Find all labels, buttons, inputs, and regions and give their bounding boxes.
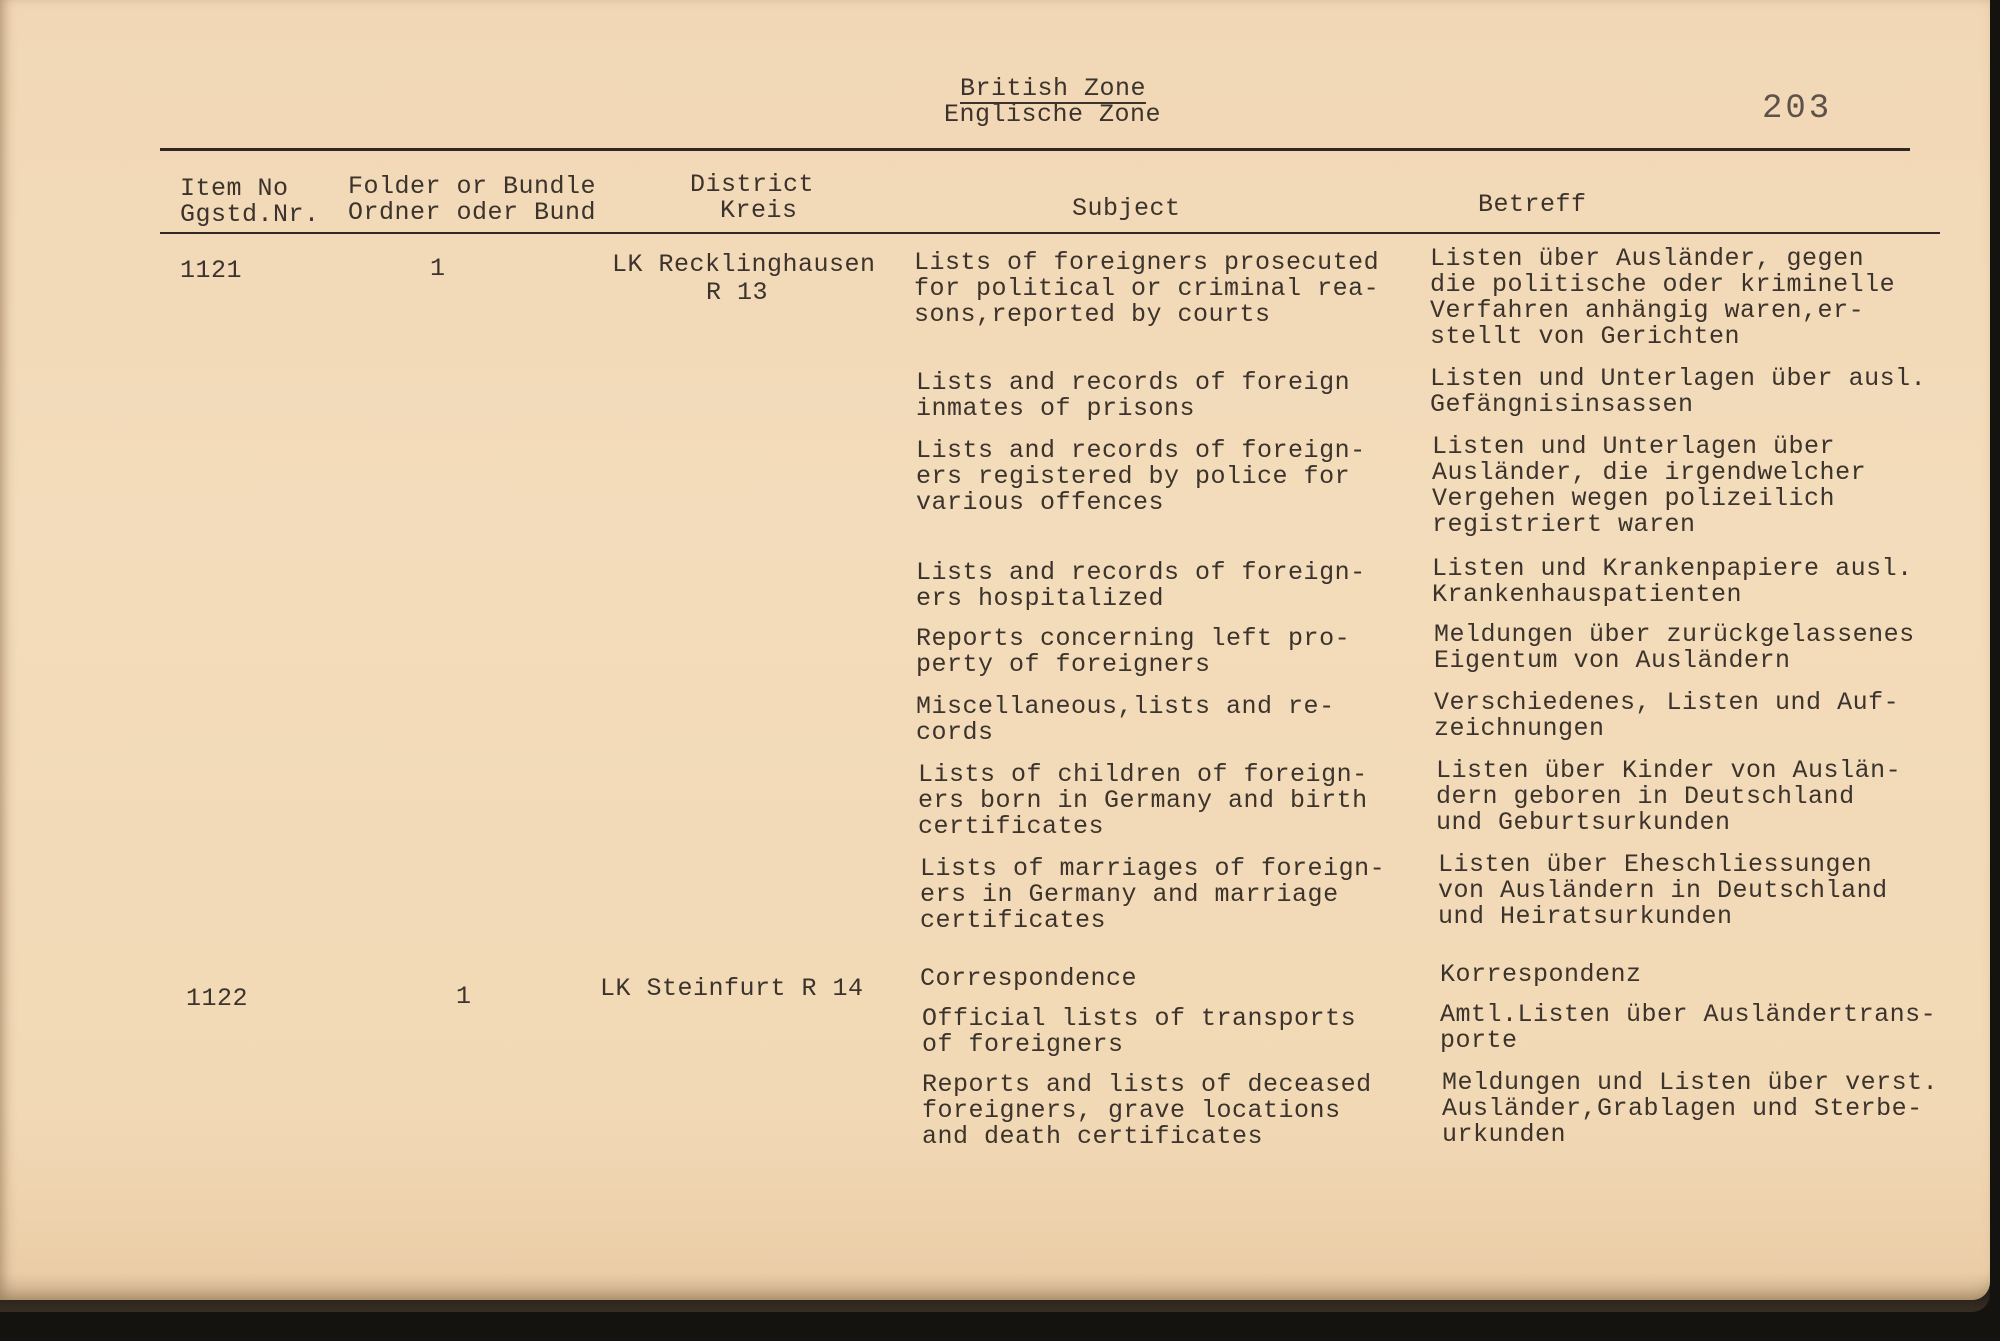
record-subject: Correspondence [920,964,1138,993]
folder-number: 1 [430,254,446,283]
record-subject: Lists of marriages of foreign- ers in Germany and marriage certificates [920,854,1386,935]
district-region: R 13 [706,278,769,307]
record-subject: Miscellaneous,lists and re- cords [916,692,1335,747]
folder-number: 1 [456,982,472,1011]
zone-title-de: Englische Zone [944,100,1162,129]
district-name: LK Recklinghausen [612,250,876,279]
record-subject: Lists and records of foreign- ers registered by police for various offences [916,436,1366,517]
col-subject: Subject [1072,194,1181,223]
record-betreff: Amtl.Listen über Ausländertrans- porte [1440,1000,1937,1055]
page-edge-shadow [0,1272,1990,1312]
record-betreff: Meldungen und Listen über verst. Ausländer,Grablagen und Sterbe- urkunden [1442,1068,1939,1149]
record-subject: Lists of foreigners prosecuted for political or criminal rea- sons,reported by courts [914,248,1380,329]
header-top-rule [160,148,1910,151]
col-folder-en: Folder or Bundle [348,172,597,201]
col-betreff: Betreff [1478,190,1587,219]
record-betreff: Meldungen über zurückgelassenes Eigentum von Ausländern [1434,620,1915,675]
record-betreff: Verschiedenes, Listen und Auf- zeichnungen [1434,688,1900,743]
col-district-de: Kreis [720,196,798,225]
record-betreff: Listen über Eheschliessungen von Ausländern in Deutschland und Heiratsurkunden [1438,850,1888,931]
page-number: 203 [1762,90,1833,128]
record-subject: Reports concerning left pro- perty of foreigners [916,624,1351,679]
record-subject: Lists and records of foreign- ers hospitalized [916,558,1366,613]
record-subject: Official lists of transports of foreigners [922,1004,1357,1059]
header-bottom-rule [160,232,1940,234]
record-betreff: Korrespondenz [1440,960,1642,989]
item-number: 1122 [186,984,249,1013]
item-number: 1121 [180,256,243,285]
record-betreff: Listen und Unterlagen über Ausländer, die irgendwelcher Vergehen wegen polizeilich registriert waren [1432,432,1867,539]
col-district-en: District [690,170,815,199]
zone-title-en: British Zone [960,74,1147,103]
district-name: LK Steinfurt R 14 [600,974,864,1003]
record-subject: Lists of children of foreign- ers born in Germany and birth certificates [918,760,1368,841]
record-betreff: Listen über Ausländer, gegen die politische oder kriminelle Verfahren anhängig waren,er- stellt von Gerichten [1430,244,1896,351]
col-folder-de: Ordner oder Bund [348,198,597,227]
record-betreff: Listen und Unterlagen über ausl. Gefängnisinsassen [1430,364,1927,419]
record-betreff: Listen und Krankenpapiere ausl. Krankenhauspatienten [1432,554,1913,609]
col-item-de: Ggstd.Nr. [180,200,320,229]
record-betreff: Listen über Kinder von Auslän- dern geboren in Deutschland und Geburtsurkunden [1436,756,1902,837]
record-subject: Reports and lists of deceased foreigners, grave locations and death certificates [922,1070,1372,1151]
record-subject: Lists and records of foreign inmates of prisons [916,368,1351,423]
col-item-en: Item No [180,174,289,203]
